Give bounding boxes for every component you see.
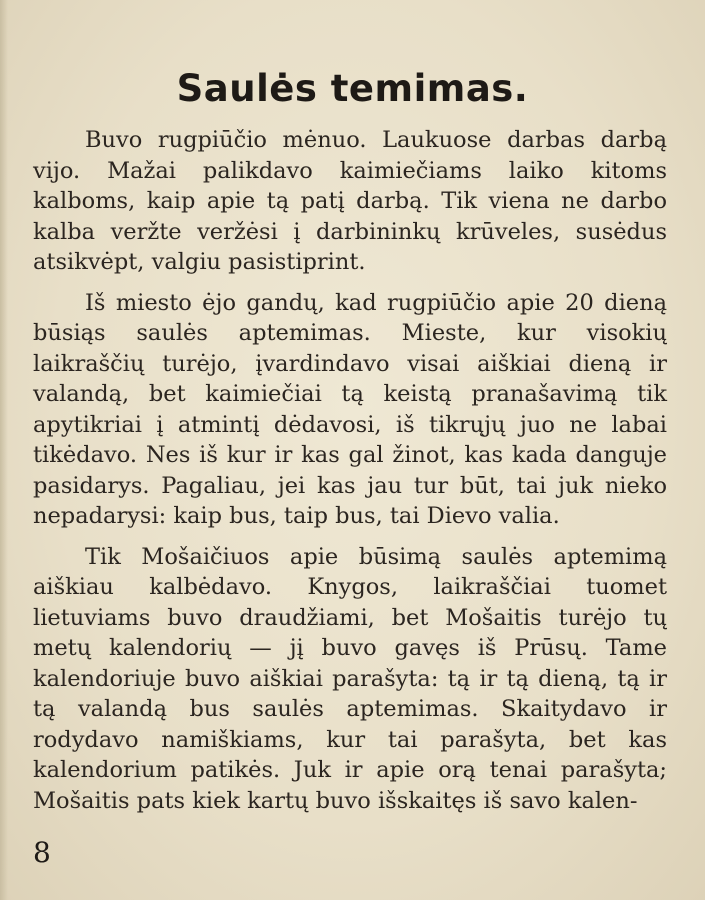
paragraph-3: Tik Mošaičiuos apie būsimą saulės aptemimą aiškiau kalbėdavo. Knygos, laikraščiai tuomet lietuviams buvo draudžiami, bet Mošaitis turėjo tų metų kalendorių — jį buvo gavęs iš Prūsų. Tame kalendoriuje buvo aiškiai parašyta: tą ir tą dieną, tą ir tą valandą bus saulės aptemimas. Skaitydavo ir rodydavo namiškiams, kur tai parašyta, bet kas kalendorium patikės. Juk ir apie orą tenai parašyta; Mošaitis pats kiek kartų buvo išskaitęs iš savo kalen- [33, 543, 667, 814]
page-number: 8 [33, 836, 51, 869]
paragraph-2: Iš miesto ėjo gandų, kad rugpiūčio apie 20 dieną būsiąs saulės aptemimas. Mieste, kur visokių laikraščių turėjo, įvardindavo visai aiškiai dieną ir valandą, bet kaimiečiai tą keistą pranašavimą tik apytikriai į atmintį dėdavosi, iš tikrųjų juo ne labai tikėdavo. Nes iš kur ir kas gal žinot, kas kada danguje pasidarys. Pagaliau, jei kas jau tur būt, tai juk nieko nepadarysi: kaip bus, taip bus, tai Dievo valia. [33, 289, 667, 529]
chapter-title: Saulės temimas. [176, 67, 529, 110]
page-binding-edge [0, 0, 8, 900]
paragraph-1: Buvo rugpiūčio mėnuo. Laukuose darbas darbą vijo. Mažai palikdavo kaimiečiams laiko kitoms kalboms, kaip apie tą patį darbą. Tik viena ne darbo kalba veržte veržėsi į darbininkų krūveles, susėdus atsikvėpt, valgiu pasistiprint. [33, 127, 667, 275]
body-text [33, 125, 667, 826]
